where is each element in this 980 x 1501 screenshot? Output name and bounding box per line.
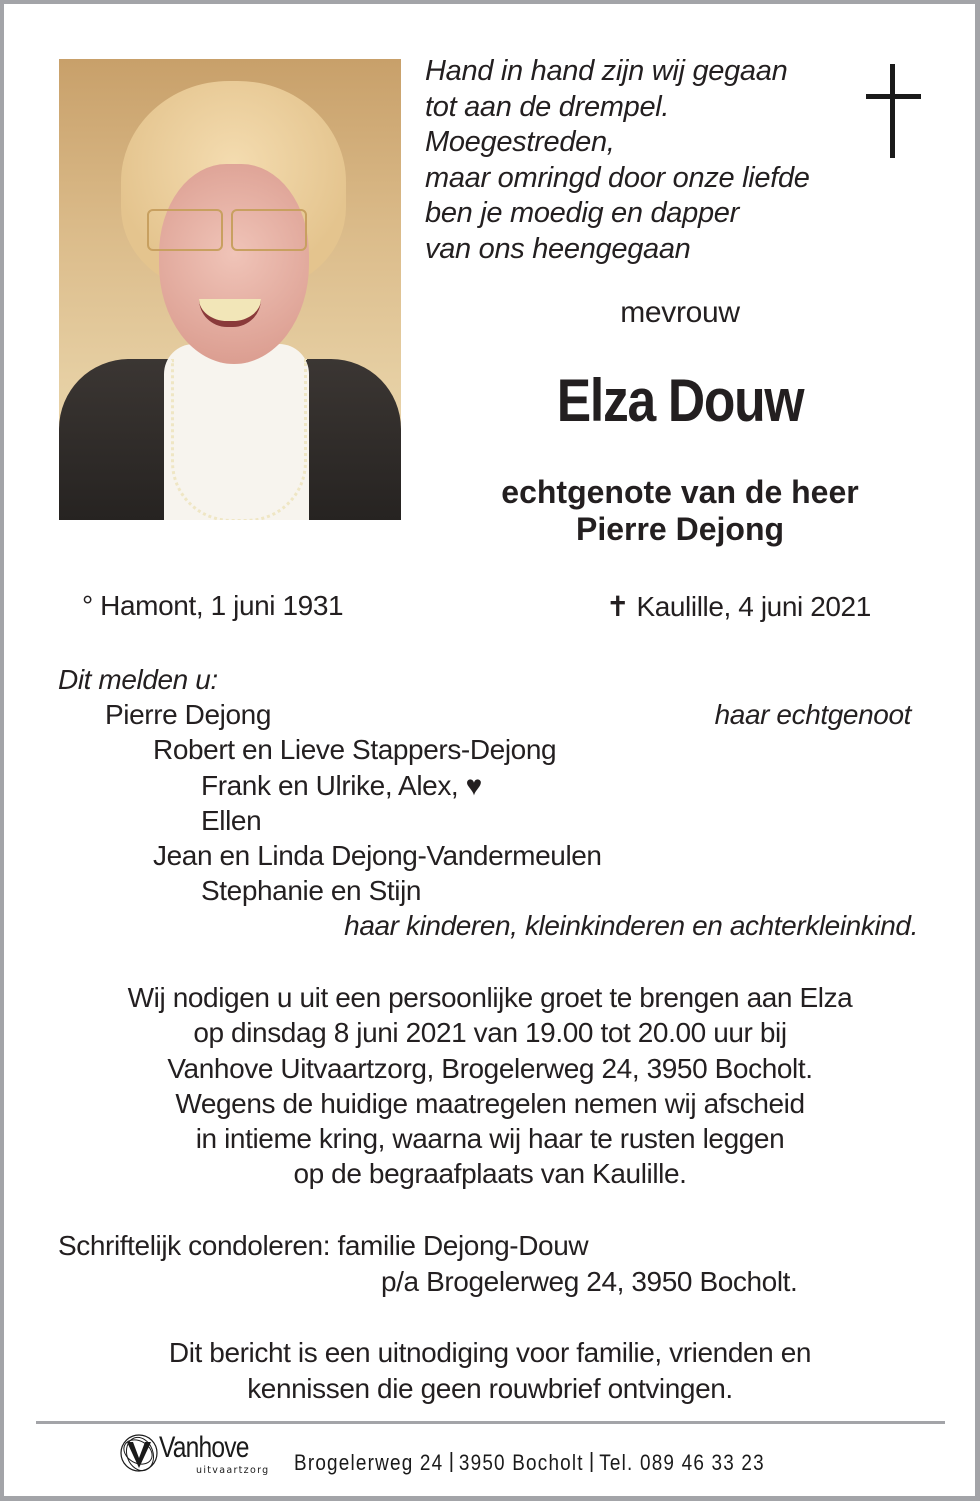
photo-glasses — [147, 209, 223, 251]
poem-line: Hand in hand zijn wij gegaan — [425, 55, 788, 87]
condolence-address — [58, 1228, 797, 1299]
notice-line: Dit bericht is een uitnodiging voor familie, vrienden en — [168, 1337, 812, 1368]
poem-line: maar omringd door onze liefde — [425, 161, 810, 194]
notice-text — [40, 1335, 940, 1406]
family-list — [58, 662, 918, 944]
invitation-line: Vanhove Uitvaartzorg, Brogelerweg 24, 3950 Bocholt. — [167, 1052, 813, 1084]
relation-line: Pierre Dejong — [575, 511, 785, 547]
footer — [118, 1430, 878, 1480]
invitation-line: op dinsdag 8 juni 2021 van 19.00 tot 20.00 uur bij — [193, 1017, 787, 1049]
separator — [450, 1452, 452, 1472]
logo-name: Vanhove — [159, 1431, 249, 1464]
family-member: Robert en Lieve Stappers-Dejong — [153, 734, 557, 766]
cross-icon — [866, 64, 921, 158]
footer-phone: Tel. 089 46 33 23 — [599, 1450, 765, 1475]
family-member: Ellen — [201, 804, 262, 836]
family-member-name: Pierre Dejong — [105, 699, 271, 731]
poem-line: Moegestreden, — [425, 126, 615, 158]
footer-divider — [36, 1421, 945, 1424]
poem-line: tot aan de drempel. — [425, 90, 670, 123]
family-member: Frank en Ulrike, Alex, ♥ — [201, 769, 482, 801]
relation — [420, 474, 940, 548]
invitation-line: op de begraafplaats van Kaulille. — [293, 1158, 687, 1190]
photo-face — [159, 164, 309, 364]
family-intro: Dit melden u: — [58, 664, 218, 695]
deceased-name: Elza Douw — [556, 367, 804, 434]
footer-city: 3950 Bocholt — [458, 1450, 584, 1475]
footer-address: Brogelerweg 24 — [294, 1450, 444, 1475]
invitation-text — [40, 980, 940, 1192]
poem-line: ben je moedig en dapper — [425, 197, 739, 229]
relation-line: echtgenote van de heer — [501, 474, 859, 510]
salutation: mevrouw — [620, 296, 740, 329]
notice-line: kennissen die geen rouwbrief ontvingen. — [247, 1372, 733, 1404]
logo-subtitle: uitvaartzorg — [196, 1465, 270, 1476]
family-member — [58, 697, 918, 732]
condolence-line: p/a Brogelerweg 24, 3950 Bocholt. — [381, 1265, 798, 1297]
family-member: Jean en Linda Dejong-Vandermeulen — [153, 839, 602, 871]
birth-date: ° Hamont, 1 juni 1931 — [82, 590, 344, 621]
footer-contact — [294, 1450, 765, 1476]
poem — [425, 54, 810, 267]
invitation-line: in intieme kring, waarna wij haar te rusten leggen — [195, 1123, 785, 1155]
portrait-photo — [59, 59, 401, 520]
photo-pearls — [171, 359, 307, 520]
family-member-role: haar echtgenoot — [714, 699, 911, 731]
family-closing: haar kinderen, kleinkinderen en achterkleinkind. — [344, 910, 918, 942]
invitation-line: Wegens de huidige maatregelen nemen wij afscheid — [175, 1087, 805, 1119]
family-member: Stephanie en Stijn — [201, 875, 422, 907]
poem-line: van ons heengegaan — [425, 232, 691, 265]
photo-glasses — [231, 209, 307, 251]
separator — [591, 1452, 593, 1472]
death-date: ✝ Kaulille, 4 juni 2021 — [606, 591, 871, 622]
vanhove-logo-icon — [118, 1432, 160, 1474]
condolence-line: Schriftelijk condoleren: familie Dejong-Douw — [58, 1230, 589, 1261]
invitation-line: Wij nodigen u uit een persoonlijke groet te brengen aan Elza — [127, 982, 853, 1013]
